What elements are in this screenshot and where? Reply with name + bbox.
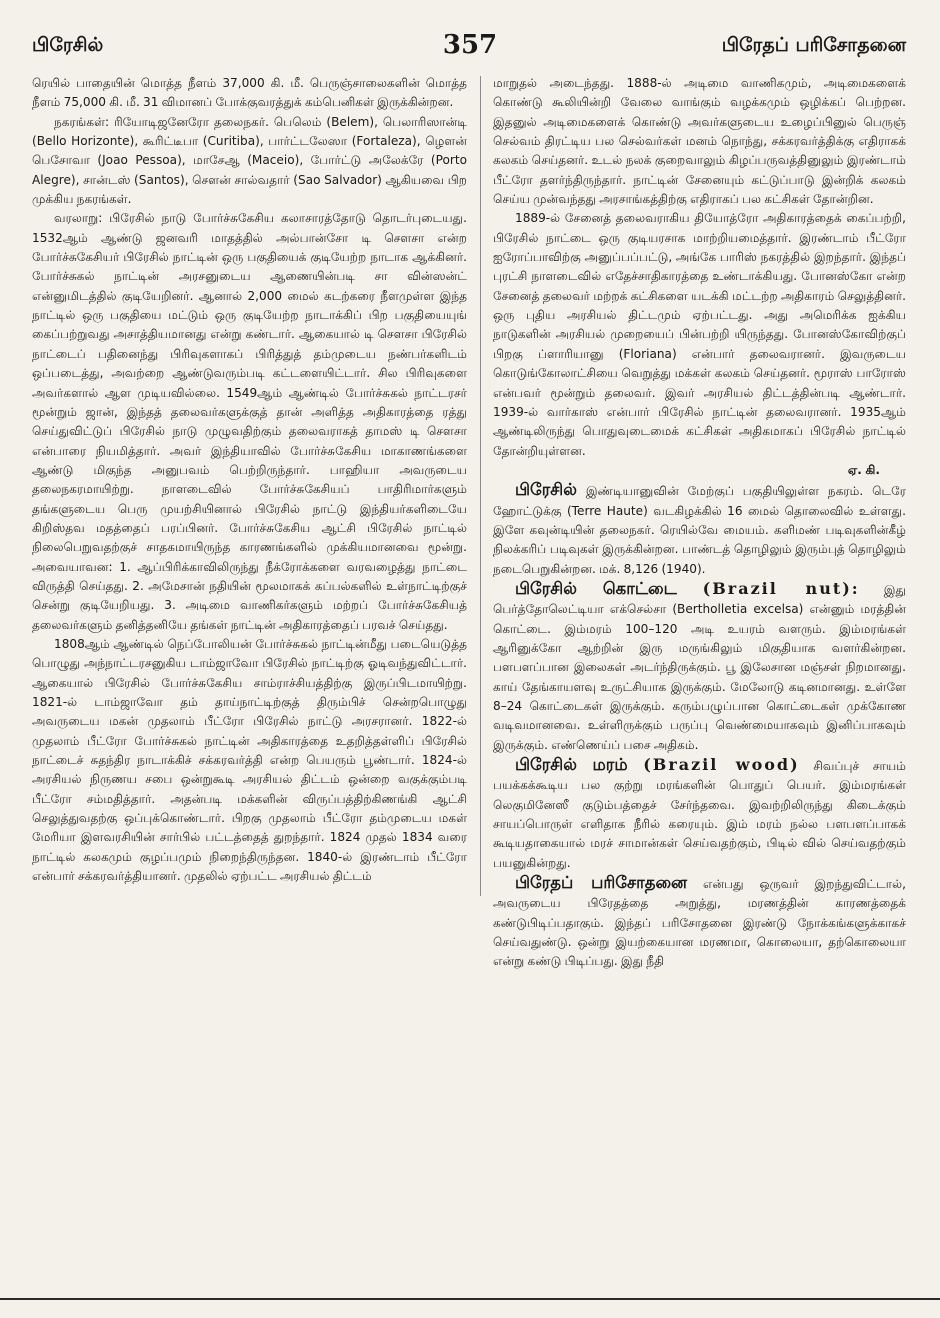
entry-headword-english: (Brazil nut): — [702, 578, 860, 598]
entry-headword: பிரேதப் பரிசோதனை — [515, 873, 688, 893]
entry-headword: பிரேசில் கொட்டை (Brazil nut): — [515, 578, 860, 598]
column-divider — [480, 76, 481, 896]
paragraph-text: என்பது ஒருவர் இறந்துவிட்டால், அவருடைய பிரேதத்தை அறுத்து, மரணத்தின் காரணத்தைக் கண்டுபிடிப்பதாகும். இந்தப் பரிசோதனை இரண்டு நோக்கங்களுக்காகச் செய்வதுண்டு. ஒன்று இயற்கையான மரணமா, கொலையா, தற்கொலையா என்று கண்டு பிடிப்பது. இது நீதி — [493, 877, 906, 969]
entry-paragraph — [493, 480, 906, 579]
body-paragraph — [493, 74, 906, 209]
paragraph-text: ஏ. கி. — [847, 462, 880, 477]
paragraph-text: இது பெர்த்தோலெட்டியா எக்செல்சா (Bertholletia excelsa) என்னும் மரத்தின் கொட்டை. இம்மரம் 100–120 அடி உயரம் வளரும். இம்மரங்கள் ஆரினுக்கோ ஆற்றின் இரு மருங்கிலும் மிகுதியாக வளர்கின்றன. பளபளப்பான இலைகள் அடர்ந்திருக்கும். பூ இலேசான மஞ்சள் நிறமானது. காய் தேங்காயளவு உருட்சியாக இருக்கும். மேலோடு கடினமானது. உள்ளே 8–24 கொட்டைகள் இருக்கும். கரும்பழுப்பான கொட்டைகள் முக்கோண வடிவமானவை. உள்ளிருக்கும் பருப்பு வெண்மையாகவும் இனிப்பாகவும் இருக்கும். எண்ணெய்ப் பசை அதிகம். — [493, 582, 906, 752]
page-bottom-edge — [0, 1298, 940, 1300]
entry-headword: பிரேசில் மரம் (Brazil wood) — [515, 755, 800, 775]
body-paragraph — [32, 74, 467, 113]
running-head-right: பிரேதப் பரிசோதனை — [721, 34, 906, 56]
paragraph-text: நகரங்கள்: ரியோடிஜனேரோ தலைநகர். பெலெம் (Belem), பெலாரிஸான்டி (Bello Horizonte), கூரிட்டீபா (Curitiba), பார்ட்டலேஸா (Fortaleza), ழௌன் பெசோவா (Joao Pessoa), மாசேஆ (Maceio), போர்ட்டு அலேக்ரே (Porto Alegre), சான்டஸ் (Santos), சௌன் சால்வதார் (Sao Salvador) ஆகியவை பிற முக்கிய நகரங்கள். — [32, 114, 467, 207]
body-paragraph — [32, 113, 467, 210]
paragraph-text: மாறுதல் அடைந்தது. 1888-ல் அடிமை வாணிகமும், அடிமைகளைக் கொண்டு கூலியின்றி வேலை வாங்கும் வழக்கமும் ஒழிக்கப் பெற்றன. இதனுல் அடிமைகளைக் கொண்டு அவர்களுடைய உழைப்பினுல் பெருஞ் செல்வம் திரட்டிய பல செல்வர்கள் மனம் நொந்து, சக்கரவர்த்திக்கு எதிராகக் கலகம் செய்தனர். உடல் நலக் குறைவாலும் கிழப்பருவத்தினுலும் இரண்டாம் பீட்ரோ தளர்ந்திருந்தார். நாட்டின் சேனையும் கட்டுப்பாடு இன்றிக் கலகம் செய்ய முன்வந்தது அரசாங்கத்திற்கு எதிராகப் பல கட்சிகள் தோன்றின. — [493, 76, 906, 207]
paragraph-text: ரெயில் பாதையின் மொத்த நீளம் 37,000 கி. மீ. பெருஞ்சாலைகளின் மொத்த நீளம் 75,000 கி. மீ. 31 விமானப் போக்குவரத்துக் கம்பெனிகள் இருக்கின்றன. — [32, 76, 467, 110]
entry-headword: பிரேசில் — [515, 480, 577, 500]
body-paragraph — [493, 209, 906, 460]
left-column — [32, 74, 467, 886]
entry-paragraph — [493, 755, 906, 873]
paragraph-text: 1808ஆம் ஆண்டில் நெப்போலியன் போர்ச்சுகல் நாட்டின்மீது படையெடுத்த பொழுது அந்நாட்டரசனுகிய டாம்ஜாவோ பிரேசில் நாட்டிற்கு ஓடிவந்துவிட்டார். ஆகையால் பிரேசில் போர்ச்சுகேசிய சாம்ராச்சியத்திற்கு இருப்பிடமாயிற்று. 1821-ல் டாம்ஜாவோ தம் தாய்நாட்டிற்குத் திரும்பிச் சென்றபொழுது அவருடைய மகன் முதலாம் பீட்ரோ பிரேசில் நாட்டு அரசரானர். 1822-ல் முதலாம் பீட்ரோ போர்ச்சுகல் நாட்டின் அதிகாரத்தை உதறித்தள்ளிப் பிரேசில் நாட்டைச் சுதந்திர நாடாக்கிச் சக்கரவர்த்தி என்ற பெயரும் பூண்டார். 1824-ல் அரசியல் நிருணய சபை ஒன்றுகூடி அரசியல் திட்டம் ஒன்றை வகுக்கும்படி பீட்ரோ சம்மதித்தார். அதன்படி மக்களின் விருப்பத்திற்கிணங்கி ஆட்சி செலுத்துவதற்கு ஒப்புக்கொண்டார். பிறகு முதலாம் பீட்ரோ தம்முடைய மகள் மேரியா இளவரசியின் சார்பில் பட்டத்தைத் துறந்தார். 1824 முதல் 1834 வரை நாட்டில் கலகமும் குழப்பமும் நிறைந்திருந்தன. 1840-ல் இரண்டாம் பீட்ரோ என்பார் சக்கரவர்த்தியானர். முதலில் ஏற்பட்ட அரசியல் திட்டம் — [32, 636, 467, 884]
entry-headword-english: (Brazil wood) — [643, 755, 800, 775]
paragraph-text: வரலாறு: பிரேசில் நாடு போர்ச்சுகேசிய கலாசாரத்தோடு தொடர்புடையது. 1532ஆம் ஆண்டு ஜனவரி மாதத்தில் அல்பான்சோ டி சௌசா என்ற போர்ச்சுகேசியர் பிரேசில் நாட்டின் ஒரு பகுதியைக் குடியேற்ற நாடாக ஆக்கினர். போர்ச்சுகல் நாட்டின் அரசனுடைய ஆணையின்படி சா வின்ஸன்ட் என்னுமிடத்தில் குடியேறினர். ஆனால் 2,000 மைல் கடற்கரை நீளமுள்ள இந்த நாட்டில் ஒரு பகுதியை மட்டும் ஒரு குடியேற்ற நாடாக்கிப் பிற பகுதியையுங் கைப்பற்றுவது அசாத்தியமானது என்று கண்டார். ஆகையால் டி சௌசா பிரேசில் நாட்டைப் பதினைந்து பிரிவுகளாகப் பிரித்துத் தம்முடைய நண்பர்களிடம் ஒப்படைத்து, அவற்றை ஆண்டுவரும்படி கட்டளையிட்டார். சில பிரிவுகளை அவர்களால் ஆள முடியவில்லை. 1549ஆம் ஆண்டில் போர்ச்சுகல் நாட்டரசர் மூன்றும் ஜான், இந்தத் தலைவர்களுக்குத் தான் அளித்த அதிகாரத்தை ரத்து செய்துவிட்டுப் பிரேசில் நாடு முழுவதிற்கும் தலைவராகத் தாமஸ் டி சௌசா என்பாரை நியமித்தார். அவர் இந்தியாவில் போர்ச்சுகேசிய மாகாணங்களை ஆண்டு மிகுந்த அனுபவம் பெற்றிருந்தார். பாஹியா அவருடைய தலைநகரமாயிற்று. நாளடைவில் போர்ச்சுகேசியப் பாதிரிமார்களும் தங்களுடைய பெரு முயற்சியினால் பிரேசில் நாட்டு இந்தியர்களிடையே கிறிஸ்தவ மதத்தைப் பரப்பினர். போர்ச்சுகேசிய ஆட்சி பிரேசில் நாட்டில் நிலைபெறுவதற்குச் சாதகமாயிருந்த காரணங்களில் முக்கியமானவை மூன்று. அவையாவன: 1. ஆப்பிரிக்காவிலிருந்து நீக்ரோக்களை வரவழைத்து நாட்டை விருத்தி செய்தது. 2. அமேசான் நதியின் மூலமாகக் கப்பல்களில் உள்நாட்டிற்குச் சென்று குடியேறியது. 3. அடிமை வாணிகர்களும் மற்றப் போர்ச்சுகேசியத் தலைவர்களும் தனித்தனியே தங்கள் நாட்டின் அதிகாரத்தைப் பரவச் செய்தது. — [32, 211, 467, 632]
running-head-left: பிரேசில் — [32, 34, 104, 56]
paragraph-text: 1889-ல் சேனைத் தலைவராகிய தியோத்ரோ அதிகாரத்தைக் கைப்பற்றி, பிரேசில் நாட்டை ஒரு குடியரசாக மாற்றியமைத்தார். இரண்டாம் பீட்ரோ ஐரோப்பாவிற்கு அனுப்பப்பட்டு, அங்கே பாரிஸ் நகரத்தில் இறந்தார். இந்தப் புரட்சி நாளடைவில் எதேச்சாதிகாரத்தை உண்டாக்கியது. போனஸ்கோ என்ற சேனைத் தலைவர் மற்றக் கட்சிகளை யடக்கி மட்டற்ற அதிகாரம் செலுத்தினர். ஒரு புதிய அரசியல் திட்டமும் ஏற்பட்டது. அது அமெரிக்க ஐக்கிய நாடுகளின் அரசியல் முறையைப் பின்பற்றி யிருந்தது. போனஸ்கோவிற்குப் பிறகு ப்ளாரியானு (Floriana) என்பார் தலைவரானர். இவருடைய கொடுங்கோலாட்சியை வெறுத்து மக்கள் கலகம் செய்தனர். மூராஸ் பாரோஸ் என்பவர் மூன்றும் தலைவர். இவர் அரசியல் திட்டத்தின்படி ஆண்டார். 1939-ல் வார்காஸ் என்பார் பிரேசில் நாட்டின் தலைவரானர். 1935ஆம் ஆண்டிலிருந்து பொதுவுடைமைக் கட்சிகள் அதிகமாகப் பிரேசில் நாட்டில் தோன்றியுள்ளன. — [493, 211, 906, 458]
entry-paragraph — [493, 579, 906, 755]
paragraph-text: இண்டியானுவின் மேற்குப் பகுதியிலுள்ள நகரம். டெரே ஹோட்டுக்கு (Terre Haute) வடகிழக்கில் 16 மைல் தொலைவில் உள்ளது. இளே கவுன்டியின் தலைநகர். ரெயில்வே மையம். களிமண் படிவுகளின்கீழ் நிலக்கரிப் படிவுகள் இருக்கின்றன. பாண்டத் தொழிலும் இரும்புத் தொழிலும் நடைபெறுகின்றன. மக். 8,126 (1940). — [493, 484, 906, 576]
entry-paragraph — [493, 873, 906, 972]
author-initials — [493, 461, 906, 480]
paragraph-text: சிவப்புச் சாயம் பயக்கக்கூடிய பல குற்று மரங்களின் பொதுப் பெயர். இம்மரங்கள் லெகுமினேஸீ குடும்பத்தைச் சேர்ந்தவை. இவற்றிலிருந்து கிடைக்கும் சாயப்பொருள் எளிதாக நீரில் கரையும். இம் மரம் நல்ல பளபளப்பாகக் கூடியதாகையால் மரச் சாமான்கள் செய்வதற்கும், பிடில் வில் செய்வதற்கும் பயனுகின்றது. — [493, 759, 906, 870]
body-paragraph — [32, 209, 467, 635]
page-number: 357 — [442, 30, 498, 60]
right-column — [493, 74, 906, 972]
body-paragraph — [32, 635, 467, 886]
